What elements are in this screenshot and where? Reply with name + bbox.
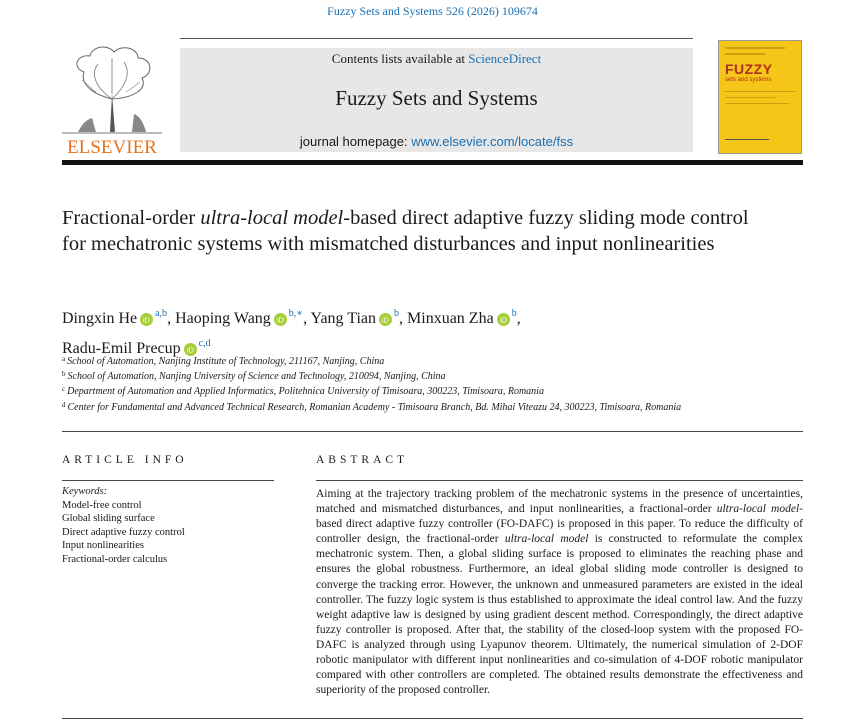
header-divider — [180, 38, 693, 39]
affiliation-list — [62, 353, 792, 414]
author-separator: , — [399, 310, 404, 327]
homepage-prefix: journal homepage: — [299, 134, 408, 149]
author-name[interactable]: Yang Tian — [310, 310, 377, 327]
abstract-rule — [316, 480, 803, 481]
keyword: Model-free control — [62, 499, 142, 511]
title-part2: -based direct adaptive fuzzy sliding mode control for mechatronic systems with mismatched disturbances and input nonlinearities — [62, 207, 749, 255]
title-italic: ultra-local model — [200, 207, 344, 229]
affiliation — [62, 353, 792, 368]
cover-rule — [725, 53, 765, 55]
affiliation-sup[interactable]: c,d — [198, 338, 211, 349]
keyword: Fractional-order calculus — [62, 553, 168, 565]
cover-rule — [725, 97, 775, 98]
svg-text:iD: iD — [143, 315, 151, 325]
keyword: Input nonlinearities — [62, 540, 144, 552]
affiliation — [62, 383, 792, 398]
affiliation-sup[interactable]: b — [511, 308, 517, 319]
article-title — [62, 205, 762, 257]
affiliation — [62, 399, 792, 414]
header-thick-rule — [62, 160, 803, 165]
section-divider — [62, 431, 803, 432]
elsevier-wordmark: ELSEVIER — [67, 137, 157, 156]
affiliation-mark: d — [62, 400, 66, 409]
author — [407, 310, 521, 327]
affiliation-text: Center for Fundamental and Advanced Technical Research, Romanian Academy - Timisoara Branch, Bd. Mihai Viteazu 24, 300223, Timisoara, Romania — [67, 401, 682, 413]
affiliation-mark: a — [62, 355, 66, 363]
author — [62, 310, 171, 327]
keyword: Direct adaptive fuzzy control — [62, 526, 185, 538]
elsevier-logo[interactable] — [62, 44, 162, 156]
homepage-line — [180, 134, 693, 149]
journal-cover[interactable] — [718, 40, 802, 154]
affiliation-sup[interactable]: a,b — [155, 308, 168, 319]
abstract-italic-2: ultra-local model — [504, 533, 589, 546]
svg-text:iD: iD — [382, 315, 389, 325]
journal-banner — [180, 48, 693, 152]
orcid-icon[interactable] — [274, 313, 287, 326]
orcid-icon[interactable] — [140, 313, 153, 326]
cover-rule — [725, 47, 785, 49]
keywords-label: Keywords: — [62, 486, 108, 497]
orcid-icon[interactable] — [379, 313, 392, 326]
citation-link[interactable]: Fuzzy Sets and Systems 526 (2026) 109674 — [327, 4, 538, 18]
contents-line — [180, 51, 693, 67]
abstract-p2: -based direct adaptive fuzzy controller (FO-DAFC) is proposed in this paper. To reduce the difficulty of controller design, the fractional-order — [316, 503, 803, 546]
author-separator: , — [516, 310, 521, 327]
affiliation-text: School of Automation, Nanjing Institute of Technology, 211167, Nanjing, China — [67, 356, 385, 367]
journal-title: Fuzzy Sets and Systems — [335, 86, 538, 110]
author-name[interactable]: Dingxin He — [62, 310, 138, 327]
homepage-link[interactable]: www.elsevier.com/locate/fss — [411, 134, 574, 149]
abstract-text — [316, 487, 803, 698]
author — [175, 310, 307, 327]
cover-subtitle: sets and systems — [725, 77, 772, 83]
affiliation-mark: b — [62, 370, 66, 379]
sciencedirect-link[interactable]: ScienceDirect — [468, 51, 542, 66]
cover-rule — [725, 103, 789, 104]
abstract-p3: is constructed to reformulate the complex mechatronic system. Then, a global sliding surface is proposed to eliminates the reaching phase and ensures the global robustness. Furthermore, an ideal global sliding mode controller is designed to converge the tracking error. However, the unknown and unmeasured parameters are existed in the ideal controller. The fuzzy logic system is thus established to approximate the ideal control law. And the fuzzy weight adaptive law is designed by using gradient descent method. Correspondingly, the direct adaptive fuzzy controller is proposed. After that, the stability of the closed-loop system with the proposed FO-DAFC is analyzed through using Lyapunov theorem. Ultimately, the numerical simulation of 2-DOF robotic manipulator with different input nonlinearities and co-simulation of 4-DOF robotic manipulator compared with other controllers are completed. The obtained results demonstrate the effectiveness and superiority of the proposed controller. — [316, 533, 803, 697]
author-name[interactable]: Minxuan Zha — [407, 310, 494, 327]
abstract-p1: Aiming at the trajectory tracking problem of the mechatronic systems in the presence of uncertainties, matched and mismatched disturbances, and input nonlinearities, a fractional-order — [316, 488, 803, 516]
abstract-italic-1: ultra-local model — [716, 503, 800, 516]
cover-rule — [725, 139, 769, 140]
affiliation — [62, 368, 792, 383]
bottom-rule — [62, 718, 803, 719]
contents-prefix: Contents lists available at — [331, 51, 466, 66]
title-part1: Fractional-order — [62, 207, 201, 229]
orcid-icon[interactable] — [497, 313, 510, 326]
affiliation-text: Department of Automation and Applied Informatics, Politehnica University of Timisoara, 300223, Timisoara, Romania — [67, 386, 544, 398]
keywords-block — [62, 485, 282, 567]
cover-title: FUZZY — [725, 61, 773, 77]
author — [311, 310, 404, 327]
author-separator: , — [303, 310, 308, 327]
affiliation-text: School of Automation, Nanjing University of Science and Technology, 210094, Nanjing, China — [67, 371, 446, 383]
affiliation-mark: c — [62, 385, 66, 394]
author-name[interactable]: Radu-Emil Precup — [62, 340, 181, 357]
svg-text:iD: iD — [276, 315, 284, 325]
affiliation-sup[interactable]: b — [394, 308, 400, 319]
elsevier-tree-icon — [62, 44, 162, 156]
author-name[interactable]: Haoping Wang — [175, 310, 271, 327]
author-separator: , — [167, 310, 172, 327]
affiliation-sup[interactable]: b,∗ — [288, 308, 304, 319]
cover-rule — [725, 91, 795, 92]
svg-text:iD: iD — [186, 345, 194, 355]
article-info-heading: ARTICLE INFO — [62, 454, 188, 466]
keyword: Global sliding surface — [62, 513, 155, 525]
abstract-heading: ABSTRACT — [316, 454, 409, 466]
article-info-rule — [62, 480, 274, 481]
keyword-list — [62, 499, 282, 567]
author-list — [62, 301, 782, 361]
svg-text:iD: iD — [499, 315, 507, 325]
